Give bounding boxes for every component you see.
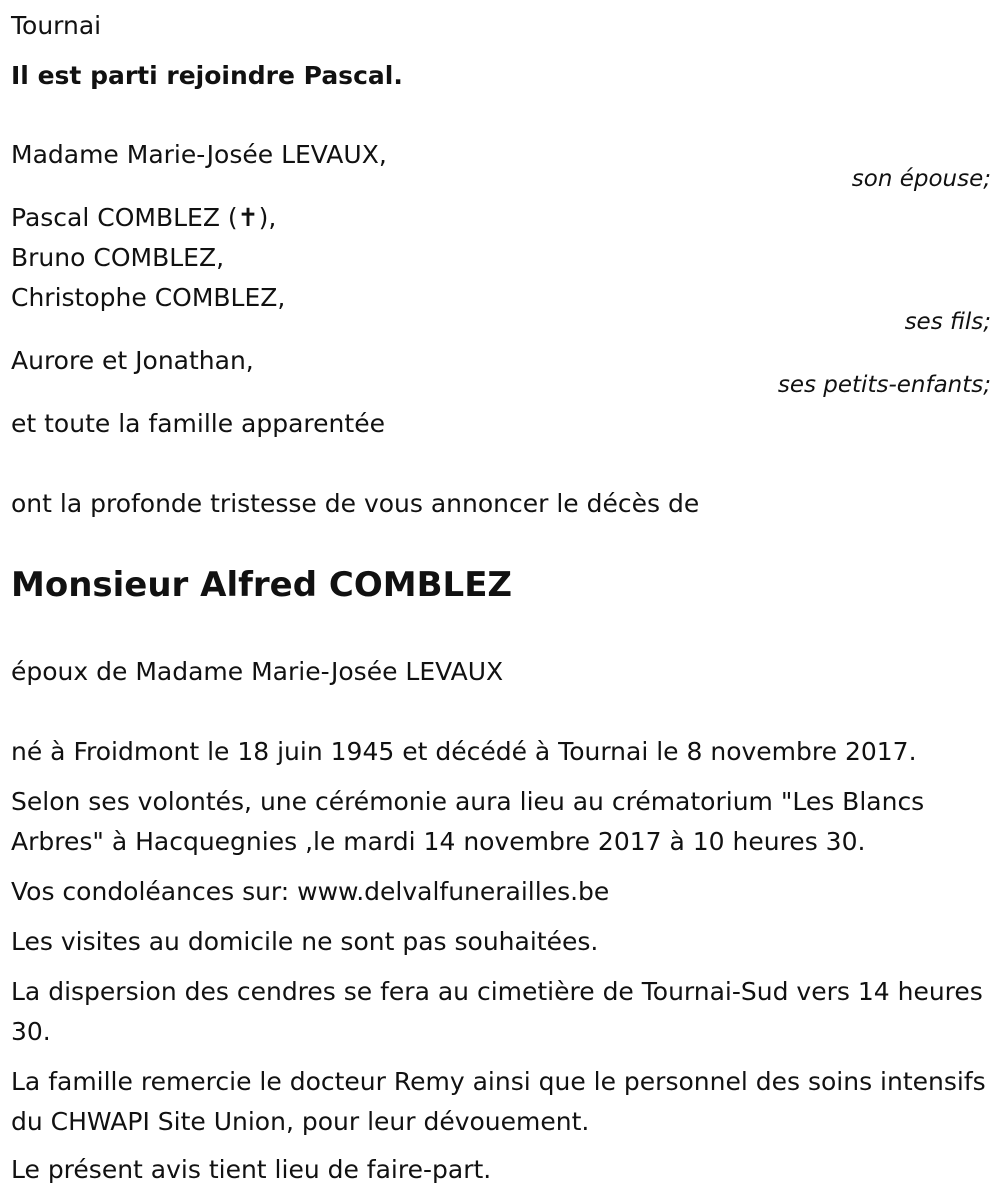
detail-condolences: Vos condoléances sur: www.delvalfunerailles.be: [11, 877, 610, 906]
grandchildren-role: ses petits-enfants;: [777, 372, 991, 398]
spouse-role: son épouse;: [851, 166, 991, 192]
son-1: Pascal COMBLEZ (✝),: [11, 203, 277, 232]
grandchildren: Aurore et Jonathan,: [11, 346, 254, 375]
detail-birth-death: né à Froidmont le 18 juin 1945 et décédé à Tournai le 8 novembre 2017.: [11, 737, 917, 766]
deceased-relation: époux de Madame Marie-Josée LEVAUX: [11, 657, 504, 686]
city: Tournai: [11, 11, 102, 40]
tagline: Il est parti rejoindre Pascal.: [11, 61, 403, 90]
deceased-name: Monsieur Alfred COMBLEZ: [11, 565, 513, 605]
extended-family: et toute la famille apparentée: [11, 409, 385, 438]
detail-notice: Le présent avis tient lieu de faire-part.: [11, 1155, 492, 1184]
detail-thanks: La famille remercie le docteur Remy ainsi que le personnel des soins intensifs du CHWAPI Site Union, pour leur dévouement.: [11, 1067, 986, 1136]
detail-ceremony: Selon ses volontés, une cérémonie aura lieu au crématorium "Les Blancs Arbres" à Hacquegnies ,le mardi 14 novembre 2017 à 10 heures 30.: [11, 787, 925, 856]
detail-visits: Les visites au domicile ne sont pas souhaitées.: [11, 927, 599, 956]
announcement: ont la profonde tristesse de vous annoncer le décès de: [11, 489, 700, 518]
detail-ashes: La dispersion des cendres se fera au cimetière de Tournai-Sud vers 14 heures 30.: [11, 977, 983, 1046]
spouse-name: Madame Marie-Josée LEVAUX,: [11, 140, 387, 169]
son-3: Christophe COMBLEZ,: [11, 283, 286, 312]
son-2: Bruno COMBLEZ,: [11, 243, 225, 272]
sons-role: ses fils;: [904, 309, 991, 335]
